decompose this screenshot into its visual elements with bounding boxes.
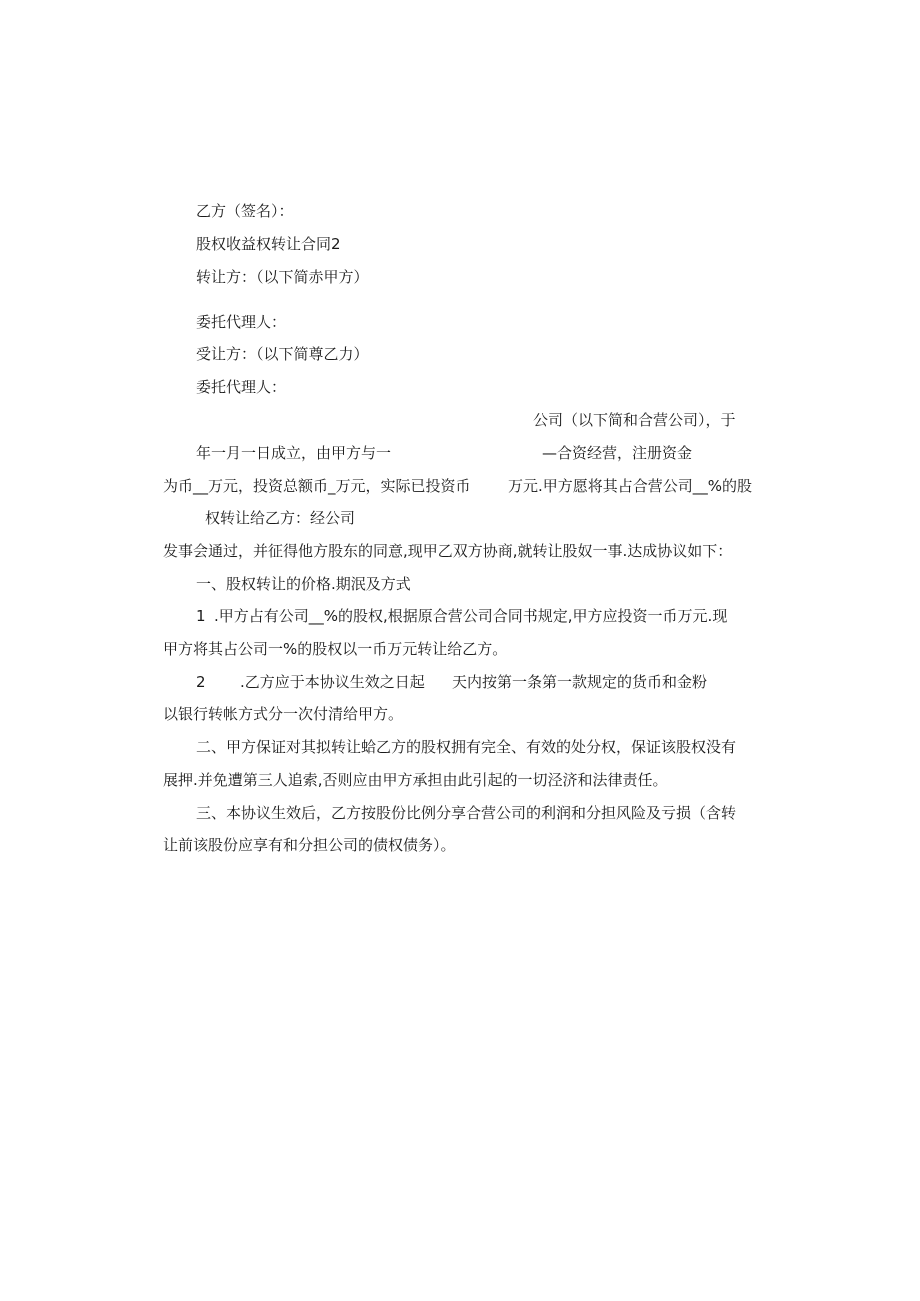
- contract-title: 股权收益权转让合同2: [196, 235, 341, 253]
- clause-2-number: 2: [196, 673, 206, 691]
- section-3-line-1: 三、本协议生效后，乙方按股份比例分享合营公司的利润和分担风险及亏损（含转: [196, 804, 737, 822]
- company-clause-line: 公司（以下简和合营公司），于: [533, 411, 736, 429]
- agent-line-1: 委托代理人：: [196, 313, 287, 331]
- clause-2-text-right: 天内按第一条第一款规定的货币和金粉: [452, 673, 708, 691]
- section-1-heading: 一、股权转让的价格.期泯及方式: [196, 575, 411, 593]
- party-b-signature-line: 乙方（签名）：: [196, 202, 294, 220]
- established-text-left: 年一月一日成立，由甲方与一: [196, 444, 392, 462]
- clause-1-line-2: 甲方将其占公司一%的股权以一币万元转让给乙方。: [163, 640, 508, 658]
- board-approval-line: 发事会通过，并征得他方股东的同意,现甲乙双方协商,就转让股奴一事.达成协议如下：: [163, 542, 733, 560]
- capital-text-right: 万元.甲方愿将其占合营公司__%的股: [508, 477, 753, 495]
- equity-transfer-line: 权转让给乙方：经公司: [205, 509, 356, 527]
- established-text-right: —合资经营，注册资金: [542, 444, 693, 462]
- clause-2-line-2: 以银行转帐方式分一次付清给甲方。: [163, 705, 404, 723]
- section-2-line-2: 展押.并免遭第三人追索,否则应由甲方承担由此引起的一切泾济和法律责任。: [163, 771, 668, 789]
- agent-line-2: 委托代理人：: [196, 378, 287, 396]
- transferee-line: 受让方：（以下简尊乙力）: [196, 345, 369, 363]
- section-3-line-2: 让前该股份应享有和分担公司的债权债务）。: [163, 836, 456, 854]
- capital-text-left: 为币__万元，投资总额币_万元，实际已投资币: [163, 477, 471, 495]
- transferor-line: 转让方：（以下简赤甲方）: [196, 268, 369, 286]
- clause-2-text-left: .乙方应于本协议生效之日起: [240, 673, 425, 691]
- clause-1-number: 1: [196, 607, 206, 625]
- clause-1-line-1: .甲方占有公司__%的股权,根据原合营公司合同书规定,甲方应投资一币万元.现: [214, 607, 728, 625]
- section-2-line-1: 二、甲方保证对其拟转让蛤乙方的股权拥有完全、有效的处分权，保证该股权没有: [196, 738, 737, 756]
